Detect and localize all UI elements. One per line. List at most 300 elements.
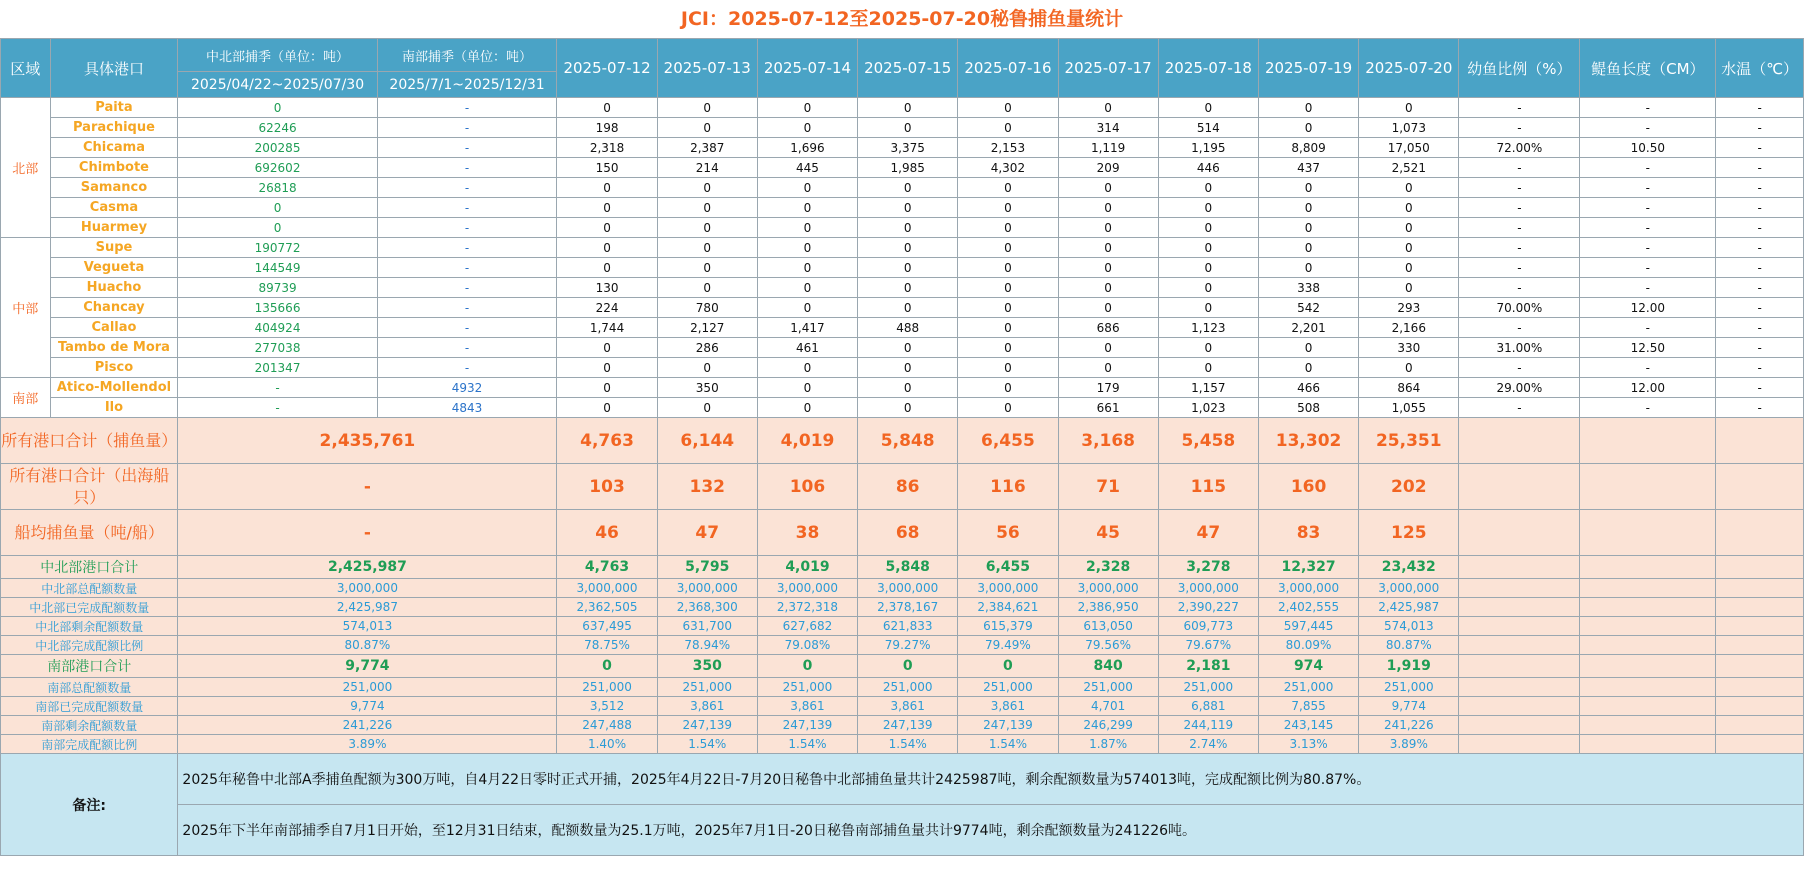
header-date: 2025-07-14 [757, 39, 857, 98]
summary-daily: 2,362,505 [557, 598, 657, 617]
summary-row [1, 598, 1804, 617]
daily-total: 202 [1359, 464, 1459, 510]
empty-cell [1580, 617, 1716, 636]
daily-total: 86 [858, 464, 958, 510]
daily-catch: 0 [1258, 118, 1358, 138]
summary-daily: 3,861 [958, 697, 1058, 716]
daily-catch: 0 [1058, 258, 1158, 278]
summary-daily: 2,378,167 [858, 598, 958, 617]
summary-daily: 251,000 [1158, 678, 1258, 697]
daily-catch: 0 [958, 338, 1058, 358]
port-name: Chicama [50, 138, 178, 158]
port-name: Parachique [50, 118, 178, 138]
empty-cell [1716, 556, 1804, 579]
header-north-range: 2025/04/22~2025/07/30 [178, 72, 377, 98]
daily-catch: 0 [1058, 238, 1158, 258]
summary-daily: 0 [858, 655, 958, 678]
south-season-total: - [377, 178, 557, 198]
daily-catch: 2,387 [657, 138, 757, 158]
water-temp: - [1716, 178, 1804, 198]
summary-total: 2,425,987 [178, 598, 557, 617]
anchovy-length: - [1580, 358, 1716, 378]
empty-cell [1459, 735, 1580, 754]
daily-catch: 2,153 [958, 138, 1058, 158]
summary-daily: 1.54% [958, 735, 1058, 754]
daily-catch: 0 [1258, 98, 1358, 118]
daily-catch: 0 [858, 238, 958, 258]
summary-daily: 350 [657, 655, 757, 678]
empty-cell [1459, 510, 1580, 556]
anchovy-length: - [1580, 158, 1716, 178]
summary-daily: 3,000,000 [557, 579, 657, 598]
quota-section [1, 556, 1804, 754]
daily-catch: 0 [858, 298, 958, 318]
empty-cell [1459, 464, 1580, 510]
daily-total: 125 [1359, 510, 1459, 556]
south-season-total: - [377, 98, 557, 118]
daily-catch: 864 [1359, 378, 1459, 398]
catch-statistics-table [0, 38, 1804, 856]
summary-total: 80.87% [178, 636, 557, 655]
daily-catch: 780 [657, 298, 757, 318]
daily-catch: 514 [1158, 118, 1258, 138]
daily-catch: 0 [1359, 218, 1459, 238]
summary-daily: 637,495 [557, 617, 657, 636]
anchovy-length: - [1580, 318, 1716, 338]
summary-daily: 1.54% [858, 735, 958, 754]
summary-row [1, 716, 1804, 735]
table-row [1, 358, 1804, 378]
anchovy-length: - [1580, 178, 1716, 198]
daily-catch: 350 [657, 378, 757, 398]
summary-daily: 1.40% [557, 735, 657, 754]
south-season-total: 4843 [377, 398, 557, 418]
daily-catch: 198 [557, 118, 657, 138]
daily-catch: 0 [1058, 298, 1158, 318]
water-temp: - [1716, 158, 1804, 178]
summary-label: 中北部完成配额比例 [1, 636, 178, 655]
daily-catch: 0 [1158, 98, 1258, 118]
table-row [1, 318, 1804, 338]
summary-daily: 79.08% [757, 636, 857, 655]
north-season-total: 0 [178, 218, 377, 238]
notes-label: 备注: [1, 754, 178, 856]
summary-daily: 2,372,318 [757, 598, 857, 617]
daily-catch: 209 [1058, 158, 1158, 178]
total-label: 船均捕鱼量（吨/船） [1, 510, 178, 556]
total-row [1, 510, 1804, 556]
daily-catch: 0 [1258, 198, 1358, 218]
anchovy-length: - [1580, 198, 1716, 218]
daily-catch: 0 [757, 118, 857, 138]
juvenile-ratio: - [1459, 398, 1580, 418]
north-season-total: 200285 [178, 138, 377, 158]
daily-catch: 0 [1158, 218, 1258, 238]
header-date: 2025-07-17 [1058, 39, 1158, 98]
daily-catch: 0 [958, 178, 1058, 198]
empty-cell [1580, 418, 1716, 464]
daily-catch: 0 [757, 358, 857, 378]
table-row [1, 158, 1804, 178]
summary-daily: 79.67% [1158, 636, 1258, 655]
daily-catch: 437 [1258, 158, 1358, 178]
daily-catch: 338 [1258, 278, 1358, 298]
header-date: 2025-07-18 [1158, 39, 1258, 98]
summary-row [1, 678, 1804, 697]
water-temp: - [1716, 358, 1804, 378]
port-name: Casma [50, 198, 178, 218]
summary-daily: 615,379 [958, 617, 1058, 636]
region-cell: 南部 [1, 378, 51, 418]
summary-row [1, 735, 1804, 754]
summary-daily: 3,000,000 [1158, 579, 1258, 598]
summary-daily: 12,327 [1258, 556, 1358, 579]
note-line: 2025年秘鲁中北部A季捕鱼配额为300万吨，自4月22日零时正式开捕，2025年4月22日-7月20日秘鲁中北部捕鱼量共计2425987吨，剩余配额数量为574013吨，完成配额比例为80.87%。 [178, 754, 1804, 805]
north-season-total: 277038 [178, 338, 377, 358]
daily-catch: 1,157 [1158, 378, 1258, 398]
daily-catch: 0 [858, 358, 958, 378]
table-row [1, 118, 1804, 138]
daily-catch: 0 [757, 198, 857, 218]
summary-daily: 609,773 [1158, 617, 1258, 636]
daily-catch: 0 [1258, 218, 1358, 238]
summary-label: 南部剩余配额数量 [1, 716, 178, 735]
header-port: 具体港口 [50, 39, 178, 98]
ports-section [1, 98, 1804, 418]
summary-daily: 3,000,000 [858, 579, 958, 598]
anchovy-length: 10.50 [1580, 138, 1716, 158]
juvenile-ratio: - [1459, 258, 1580, 278]
daily-catch: 1,123 [1158, 318, 1258, 338]
north-season-total: 62246 [178, 118, 377, 138]
summary-daily: 4,763 [557, 556, 657, 579]
south-season-total: - [377, 118, 557, 138]
table-row [1, 238, 1804, 258]
daily-total: 3,168 [1058, 418, 1158, 464]
daily-catch: 0 [858, 198, 958, 218]
daily-catch: 0 [657, 118, 757, 138]
summary-daily: 7,855 [1258, 697, 1358, 716]
region-cell: 北部 [1, 98, 51, 238]
juvenile-ratio: - [1459, 158, 1580, 178]
summary-row [1, 697, 1804, 716]
anchovy-length: - [1580, 238, 1716, 258]
daily-catch: 461 [757, 338, 857, 358]
south-season-total: - [377, 318, 557, 338]
north-season-total: 190772 [178, 238, 377, 258]
juvenile-ratio: - [1459, 358, 1580, 378]
summary-total: 3,000,000 [178, 579, 557, 598]
daily-catch: 0 [757, 378, 857, 398]
daily-catch: 0 [1058, 218, 1158, 238]
summary-daily: 840 [1058, 655, 1158, 678]
summary-daily: 574,013 [1359, 617, 1459, 636]
daily-catch: 0 [958, 118, 1058, 138]
summary-daily: 597,445 [1258, 617, 1358, 636]
port-name: Samanco [50, 178, 178, 198]
page-title: JCI：2025-07-12至2025-07-20秘鲁捕鱼量统计 [680, 8, 1124, 30]
summary-daily: 251,000 [858, 678, 958, 697]
daily-total: 160 [1258, 464, 1358, 510]
empty-cell [1580, 510, 1716, 556]
daily-catch: 0 [958, 358, 1058, 378]
south-season-total: - [377, 278, 557, 298]
daily-catch: 0 [757, 98, 857, 118]
note-line: 2025年下半年南部捕季自7月1日开始，至12月31日结束，配额数量为25.1万吨，2025年7月1日-20日秘鲁南部捕鱼量共计9774吨，剩余配额数量为241226吨。 [178, 805, 1804, 856]
summary-daily: 627,682 [757, 617, 857, 636]
juvenile-ratio: - [1459, 178, 1580, 198]
empty-cell [1459, 556, 1580, 579]
summary-daily: 2,368,300 [657, 598, 757, 617]
daily-catch: 0 [557, 198, 657, 218]
summary-daily: 3,000,000 [958, 579, 1058, 598]
summary-daily: 3,000,000 [1058, 579, 1158, 598]
north-season-total: 135666 [178, 298, 377, 318]
summary-daily: 3,000,000 [1258, 579, 1358, 598]
total-value: - [178, 464, 557, 510]
summary-daily: 3,512 [557, 697, 657, 716]
summary-label: 中北部剩余配额数量 [1, 617, 178, 636]
empty-cell [1459, 655, 1580, 678]
daily-total: 4,763 [557, 418, 657, 464]
summary-daily: 251,000 [557, 678, 657, 697]
daily-total: 38 [757, 510, 857, 556]
summary-total: 3.89% [178, 735, 557, 754]
daily-catch: 0 [557, 238, 657, 258]
water-temp: - [1716, 198, 1804, 218]
port-name: Atico-Mollendol [50, 378, 178, 398]
north-season-total: 0 [178, 98, 377, 118]
daily-catch: 3,375 [858, 138, 958, 158]
daily-catch: 0 [657, 398, 757, 418]
juvenile-ratio: - [1459, 278, 1580, 298]
daily-catch: 0 [1158, 238, 1258, 258]
daily-catch: 179 [1058, 378, 1158, 398]
daily-catch: 0 [1158, 338, 1258, 358]
empty-cell [1716, 655, 1804, 678]
empty-cell [1459, 678, 1580, 697]
port-name: Pisco [50, 358, 178, 378]
daily-catch: 1,055 [1359, 398, 1459, 418]
daily-catch: 0 [1158, 258, 1258, 278]
daily-catch: 0 [757, 258, 857, 278]
summary-daily: 80.87% [1359, 636, 1459, 655]
summary-row [1, 655, 1804, 678]
south-season-total: - [377, 198, 557, 218]
table-row [1, 98, 1804, 118]
summary-label: 南部总配额数量 [1, 678, 178, 697]
total-value: 2,435,761 [178, 418, 557, 464]
daily-catch: 0 [557, 378, 657, 398]
daily-catch: 1,073 [1359, 118, 1459, 138]
empty-cell [1580, 655, 1716, 678]
daily-catch: 0 [858, 278, 958, 298]
summary-daily: 79.49% [958, 636, 1058, 655]
summary-daily: 251,000 [657, 678, 757, 697]
daily-total: 13,302 [1258, 418, 1358, 464]
daily-catch: 0 [557, 218, 657, 238]
empty-cell [1580, 735, 1716, 754]
anchovy-length: 12.50 [1580, 338, 1716, 358]
daily-catch: 446 [1158, 158, 1258, 178]
summary-daily: 3,861 [757, 697, 857, 716]
water-temp: - [1716, 258, 1804, 278]
total-row [1, 418, 1804, 464]
north-season-total: 26818 [178, 178, 377, 198]
daily-total: 46 [557, 510, 657, 556]
summary-row [1, 556, 1804, 579]
header-date: 2025-07-20 [1359, 39, 1459, 98]
daily-catch: 224 [557, 298, 657, 318]
south-season-total: - [377, 158, 557, 178]
empty-cell [1716, 716, 1804, 735]
summary-daily: 2,384,621 [958, 598, 1058, 617]
daily-catch: 0 [1359, 238, 1459, 258]
empty-cell [1716, 617, 1804, 636]
daily-catch: 0 [1058, 178, 1158, 198]
north-season-total: 404924 [178, 318, 377, 338]
south-season-total: - [377, 218, 557, 238]
juvenile-ratio: - [1459, 118, 1580, 138]
empty-cell [1459, 579, 1580, 598]
summary-daily: 1.54% [757, 735, 857, 754]
daily-catch: 0 [657, 198, 757, 218]
daily-catch: 130 [557, 278, 657, 298]
summary-daily: 631,700 [657, 617, 757, 636]
daily-total: 106 [757, 464, 857, 510]
daily-total: 6,144 [657, 418, 757, 464]
anchovy-length: - [1580, 258, 1716, 278]
daily-catch: 330 [1359, 338, 1459, 358]
daily-catch: 0 [958, 98, 1058, 118]
daily-catch: 0 [657, 178, 757, 198]
port-name: Chimbote [50, 158, 178, 178]
daily-catch: 0 [557, 358, 657, 378]
table-row [1, 398, 1804, 418]
anchovy-length: - [1580, 278, 1716, 298]
daily-catch: 0 [1058, 198, 1158, 218]
daily-catch: 0 [757, 218, 857, 238]
daily-total: 4,019 [757, 418, 857, 464]
daily-catch: 0 [1359, 258, 1459, 278]
daily-catch: 0 [1058, 98, 1158, 118]
north-season-total: 0 [178, 198, 377, 218]
header-juvenile: 幼鱼比例（%） [1459, 39, 1580, 98]
daily-catch: 0 [858, 398, 958, 418]
daily-catch: 0 [958, 258, 1058, 278]
daily-catch: 8,809 [1258, 138, 1358, 158]
table-row [1, 338, 1804, 358]
daily-total: 68 [858, 510, 958, 556]
daily-total: 56 [958, 510, 1058, 556]
daily-catch: 661 [1058, 398, 1158, 418]
total-value: - [178, 510, 557, 556]
daily-catch: 0 [657, 278, 757, 298]
water-temp: - [1716, 338, 1804, 358]
daily-catch: 0 [1258, 358, 1358, 378]
daily-catch: 488 [858, 318, 958, 338]
daily-catch: 2,201 [1258, 318, 1358, 338]
port-name: Huarmey [50, 218, 178, 238]
daily-catch: 0 [858, 98, 958, 118]
daily-catch: 0 [757, 178, 857, 198]
daily-total: 5,458 [1158, 418, 1258, 464]
daily-total: 47 [1158, 510, 1258, 556]
water-temp: - [1716, 238, 1804, 258]
summary-daily: 2,328 [1058, 556, 1158, 579]
summary-daily: 251,000 [1359, 678, 1459, 697]
daily-catch: 0 [958, 378, 1058, 398]
daily-catch: 0 [657, 258, 757, 278]
summary-daily: 23,432 [1359, 556, 1459, 579]
daily-catch: 17,050 [1359, 138, 1459, 158]
daily-catch: 0 [1058, 338, 1158, 358]
summary-daily: 974 [1258, 655, 1358, 678]
summary-total: 2,425,987 [178, 556, 557, 579]
total-label: 所有港口合计（捕鱼量） [1, 418, 178, 464]
summary-daily: 251,000 [757, 678, 857, 697]
juvenile-ratio: - [1459, 318, 1580, 338]
summary-daily: 3,000,000 [1359, 579, 1459, 598]
daily-catch: 0 [1359, 178, 1459, 198]
summary-label: 中北部港口合计 [1, 556, 178, 579]
empty-cell [1580, 464, 1716, 510]
daily-catch: 0 [1359, 358, 1459, 378]
port-name: Callao [50, 318, 178, 338]
daily-catch: 0 [657, 218, 757, 238]
summary-total: 251,000 [178, 678, 557, 697]
empty-cell [1459, 418, 1580, 464]
summary-daily: 4,019 [757, 556, 857, 579]
water-temp: - [1716, 218, 1804, 238]
water-temp: - [1716, 398, 1804, 418]
empty-cell [1459, 617, 1580, 636]
south-season-total: - [377, 238, 557, 258]
summary-label: 中北部总配额数量 [1, 579, 178, 598]
daily-total: 71 [1058, 464, 1158, 510]
summary-daily: 2,181 [1158, 655, 1258, 678]
daily-catch: 0 [657, 238, 757, 258]
summary-daily: 79.27% [858, 636, 958, 655]
juvenile-ratio: 72.00% [1459, 138, 1580, 158]
summary-daily: 251,000 [1058, 678, 1158, 697]
daily-catch: 2,318 [557, 138, 657, 158]
daily-catch: 314 [1058, 118, 1158, 138]
north-season-total: 692602 [178, 158, 377, 178]
port-name: Chancay [50, 298, 178, 318]
empty-cell [1716, 636, 1804, 655]
summary-daily: 2,386,950 [1058, 598, 1158, 617]
water-temp: - [1716, 378, 1804, 398]
summary-daily: 4,701 [1058, 697, 1158, 716]
juvenile-ratio: - [1459, 98, 1580, 118]
daily-catch: 0 [757, 238, 857, 258]
daily-catch: 286 [657, 338, 757, 358]
daily-total: 115 [1158, 464, 1258, 510]
summary-row [1, 579, 1804, 598]
table-row [1, 138, 1804, 158]
summary-daily: 613,050 [1058, 617, 1158, 636]
daily-catch: 0 [757, 398, 857, 418]
anchovy-length: - [1580, 118, 1716, 138]
total-label: 所有港口合计（出海船只） [1, 464, 178, 510]
daily-catch: 0 [1158, 298, 1258, 318]
daily-catch: 2,521 [1359, 158, 1459, 178]
north-season-total: 201347 [178, 358, 377, 378]
header-date: 2025-07-12 [557, 39, 657, 98]
daily-total: 132 [657, 464, 757, 510]
daily-catch: 0 [1258, 238, 1358, 258]
